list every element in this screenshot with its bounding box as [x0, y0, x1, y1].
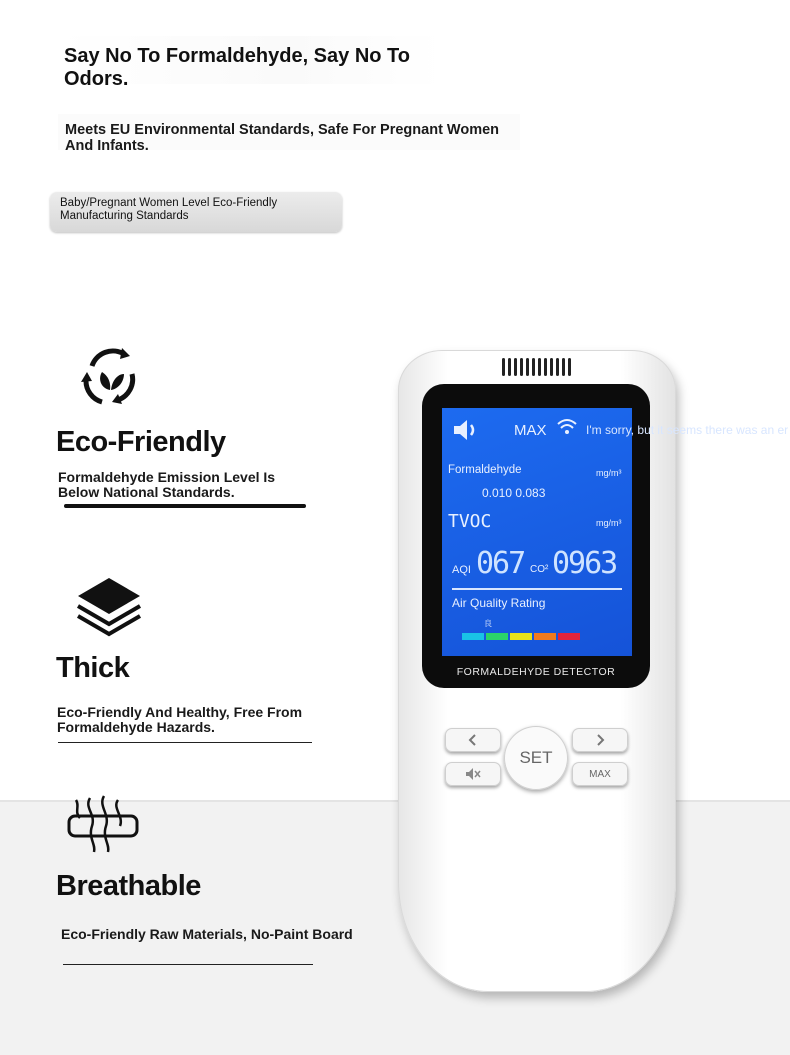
aqi-label: AQI	[452, 564, 471, 576]
tvoc-unit: mg/m³	[596, 518, 622, 528]
max-indicator: MAX	[514, 422, 547, 439]
feature-title-breathable: Breathable	[56, 870, 201, 902]
divider	[58, 742, 312, 743]
recycle-leaf-icon	[78, 344, 142, 410]
speaker-icon	[452, 418, 480, 442]
speaker-grille	[493, 358, 579, 376]
feature-title-thick: Thick	[56, 652, 130, 684]
formaldehyde-label: Formaldehyde	[448, 464, 522, 476]
rating-marker: 良	[484, 619, 492, 628]
wifi-icon	[556, 418, 578, 436]
chevron-right-icon	[593, 733, 607, 747]
overlay-error-text: I'm sorry, but it seems there was an er	[586, 423, 789, 437]
formaldehyde-unit: mg/m³	[596, 468, 622, 478]
breathable-board-icon	[66, 794, 140, 854]
co2-label: CO²	[530, 564, 549, 575]
desc-line: Eco-Friendly And Healthy, Free From	[57, 704, 303, 720]
divider	[63, 964, 313, 965]
air-quality-label: Air Quality Rating	[452, 596, 546, 610]
formaldehyde-values: 0.010 0.083	[482, 486, 546, 500]
rating-segment	[486, 633, 508, 640]
rating-segment	[534, 633, 556, 640]
lcd-screen	[442, 408, 789, 656]
page-headline: Say No To Formaldehyde, Say No To Odors.	[58, 36, 443, 84]
set-button[interactable]: SET	[504, 726, 568, 790]
feature-desc-breathable	[61, 927, 353, 942]
desc-line: Formaldehyde Hazards.	[57, 719, 215, 735]
stacked-layers-icon	[76, 576, 142, 638]
desc-line: Formaldehyde Emission Level Is	[58, 469, 276, 485]
feature-title-eco-friendly: Eco-Friendly	[56, 426, 226, 458]
desc-line: Eco-Friendly Raw Materials, No-Paint Board	[61, 926, 353, 942]
rating-segment	[558, 633, 580, 640]
desc-line: Below National Standards.	[58, 484, 235, 500]
right-button[interactable]	[572, 728, 628, 752]
feature-desc-eco-friendly	[58, 470, 275, 500]
mute-button[interactable]	[445, 762, 501, 786]
chevron-left-icon	[466, 733, 480, 747]
tvoc-label: TVOC	[448, 511, 492, 532]
screen-divider	[452, 588, 622, 590]
divider	[64, 504, 306, 508]
badge-line-2: Manufacturing Standards	[60, 210, 189, 222]
formaldehyde-detector-device	[398, 350, 789, 992]
aqi-value: 067	[476, 546, 525, 581]
screen-bezel	[422, 384, 789, 688]
feature-desc-thick	[57, 705, 302, 735]
badge-line-1: Baby/Pregnant Women Level Eco-Friendly	[60, 197, 278, 209]
device-label: FORMALDEHYDE DETECTOR	[456, 666, 616, 678]
rating-segment	[462, 633, 484, 640]
max-button[interactable]: MAX	[572, 762, 628, 786]
rating-segment	[510, 633, 532, 640]
left-button[interactable]	[445, 728, 501, 752]
certification-badge	[50, 192, 342, 232]
air-quality-rating-bar	[462, 633, 580, 640]
speaker-mute-icon	[465, 767, 481, 781]
page-subheadline: Meets EU Environmental Standards, Safe For Pregnant Women And Infants.	[58, 114, 520, 150]
co2-value: 0963	[552, 546, 617, 581]
